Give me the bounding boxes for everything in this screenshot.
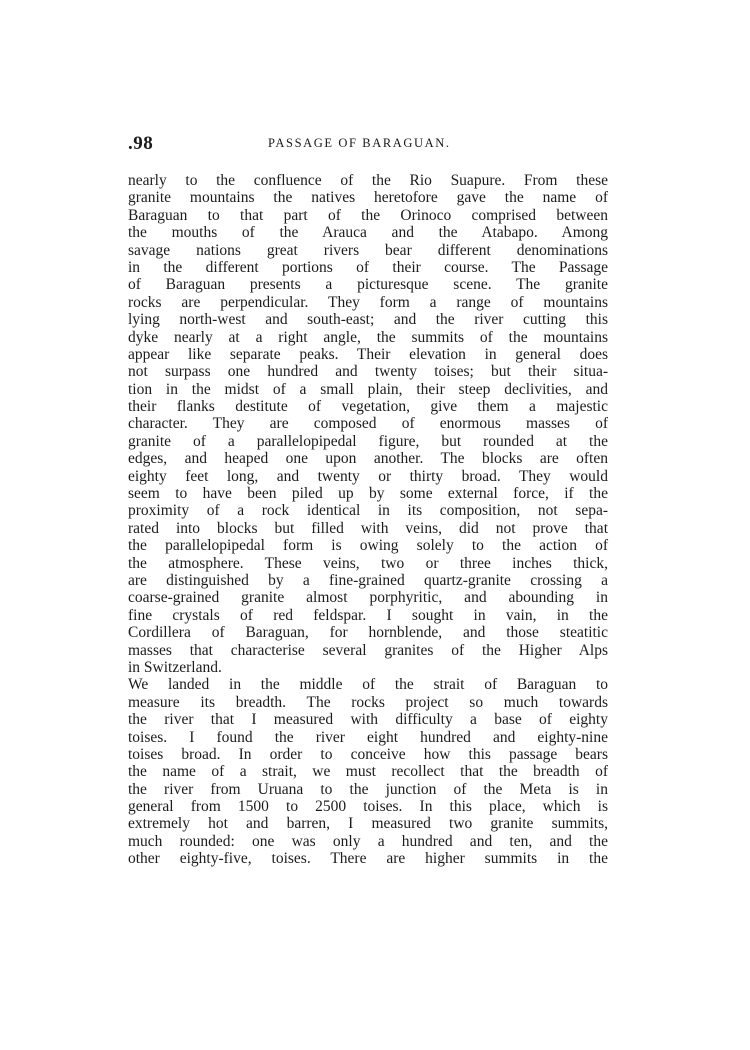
- text-line: edges, and heaped one upon another. The blocks are often: [128, 450, 608, 468]
- text-line: not surpass one hundred and twenty toises; but their situa-: [128, 363, 608, 381]
- text-line: seem to have been piled up by some external force, if the: [128, 485, 608, 503]
- page-header: [128, 133, 608, 155]
- text-line: the parallelopipedal form is owing solely to the action of: [128, 537, 608, 555]
- text-line: proximity of a rock identical in its composition, not sepa-: [128, 502, 608, 520]
- text-line: masses that characterise several granites of the Higher Alps: [128, 641, 608, 659]
- text-line: rocks are perpendicular. They form a range of mountains: [128, 293, 608, 311]
- text-line: the name of a strait, we must recollect that the breadth of: [128, 763, 608, 781]
- text-line: the river that I measured with difficulty a base of eighty: [128, 711, 608, 729]
- text-line: Baraguan to that part of the Orinoco comprised between: [128, 206, 608, 224]
- text-line: coarse-grained granite almost porphyritic, and abounding in: [128, 589, 608, 607]
- text-line: in the different portions of their course. The Passage: [128, 258, 608, 276]
- text-line: general from 1500 to 2500 toises. In this place, which is: [128, 798, 608, 816]
- text-line: Cordillera of Baraguan, for hornblende, and those steatitic: [128, 624, 608, 642]
- text-line: the mouths of the Arauca and the Atabapo. Among: [128, 224, 608, 242]
- body-text: [128, 172, 608, 868]
- running-title: PASSAGE OF BARAGUAN.: [268, 136, 451, 150]
- text-line: the atmosphere. These veins, two or three inches thick,: [128, 554, 608, 572]
- text-line: character. They are composed of enormous masses of: [128, 415, 608, 433]
- text-line: lying north-west and south-east; and the river cutting this: [128, 311, 608, 329]
- paragraph: [128, 172, 608, 676]
- text-line: extremely hot and barren, I measured two granite summits,: [128, 815, 608, 833]
- text-line: much rounded: one was only a hundred and ten, and the: [128, 832, 608, 850]
- text-line: tion in the midst of a small plain, their steep declivities, and: [128, 380, 608, 398]
- text-line: granite mountains the natives heretofore gave the name of: [128, 189, 608, 207]
- text-line: the river from Uruana to the junction of the Meta is in: [128, 780, 608, 798]
- text-line: savage nations great rivers bear different denominations: [128, 241, 608, 259]
- text-line: measure its breadth. The rocks project so much towards: [128, 693, 608, 711]
- text-line: are distinguished by a fine-grained quartz-granite crossing a: [128, 571, 608, 589]
- paragraph: [128, 676, 608, 867]
- text-line: other eighty-five, toises. There are higher summits in the: [128, 850, 608, 868]
- page-number: .98: [128, 133, 154, 154]
- text-line: appear like separate peaks. Their elevation in general does: [128, 345, 608, 363]
- text-line: eighty feet long, and twenty or thirty broad. They would: [128, 467, 608, 485]
- text-line: their flanks destitute of vegetation, give them a majestic: [128, 398, 608, 416]
- text-line: rated into blocks but filled with veins, did not prove that: [128, 519, 608, 537]
- text-line: We landed in the middle of the strait of Baraguan to: [128, 676, 608, 694]
- text-line: nearly to the confluence of the Rio Suapure. From these: [128, 172, 608, 189]
- text-line: in Switzerland.: [128, 658, 222, 676]
- text-line: dyke nearly at a right angle, the summits of the mountains: [128, 328, 608, 346]
- text-line: fine crystals of red feldspar. I sought in vain, in the: [128, 606, 608, 624]
- text-line: of Baraguan presents a picturesque scene. The granite: [128, 276, 608, 294]
- text-line: toises. I found the river eight hundred and eighty-nine: [128, 728, 608, 746]
- text-line: toises broad. In order to conceive how this passage bears: [128, 745, 608, 763]
- text-line: granite of a parallelopipedal figure, but rounded at the: [128, 432, 608, 450]
